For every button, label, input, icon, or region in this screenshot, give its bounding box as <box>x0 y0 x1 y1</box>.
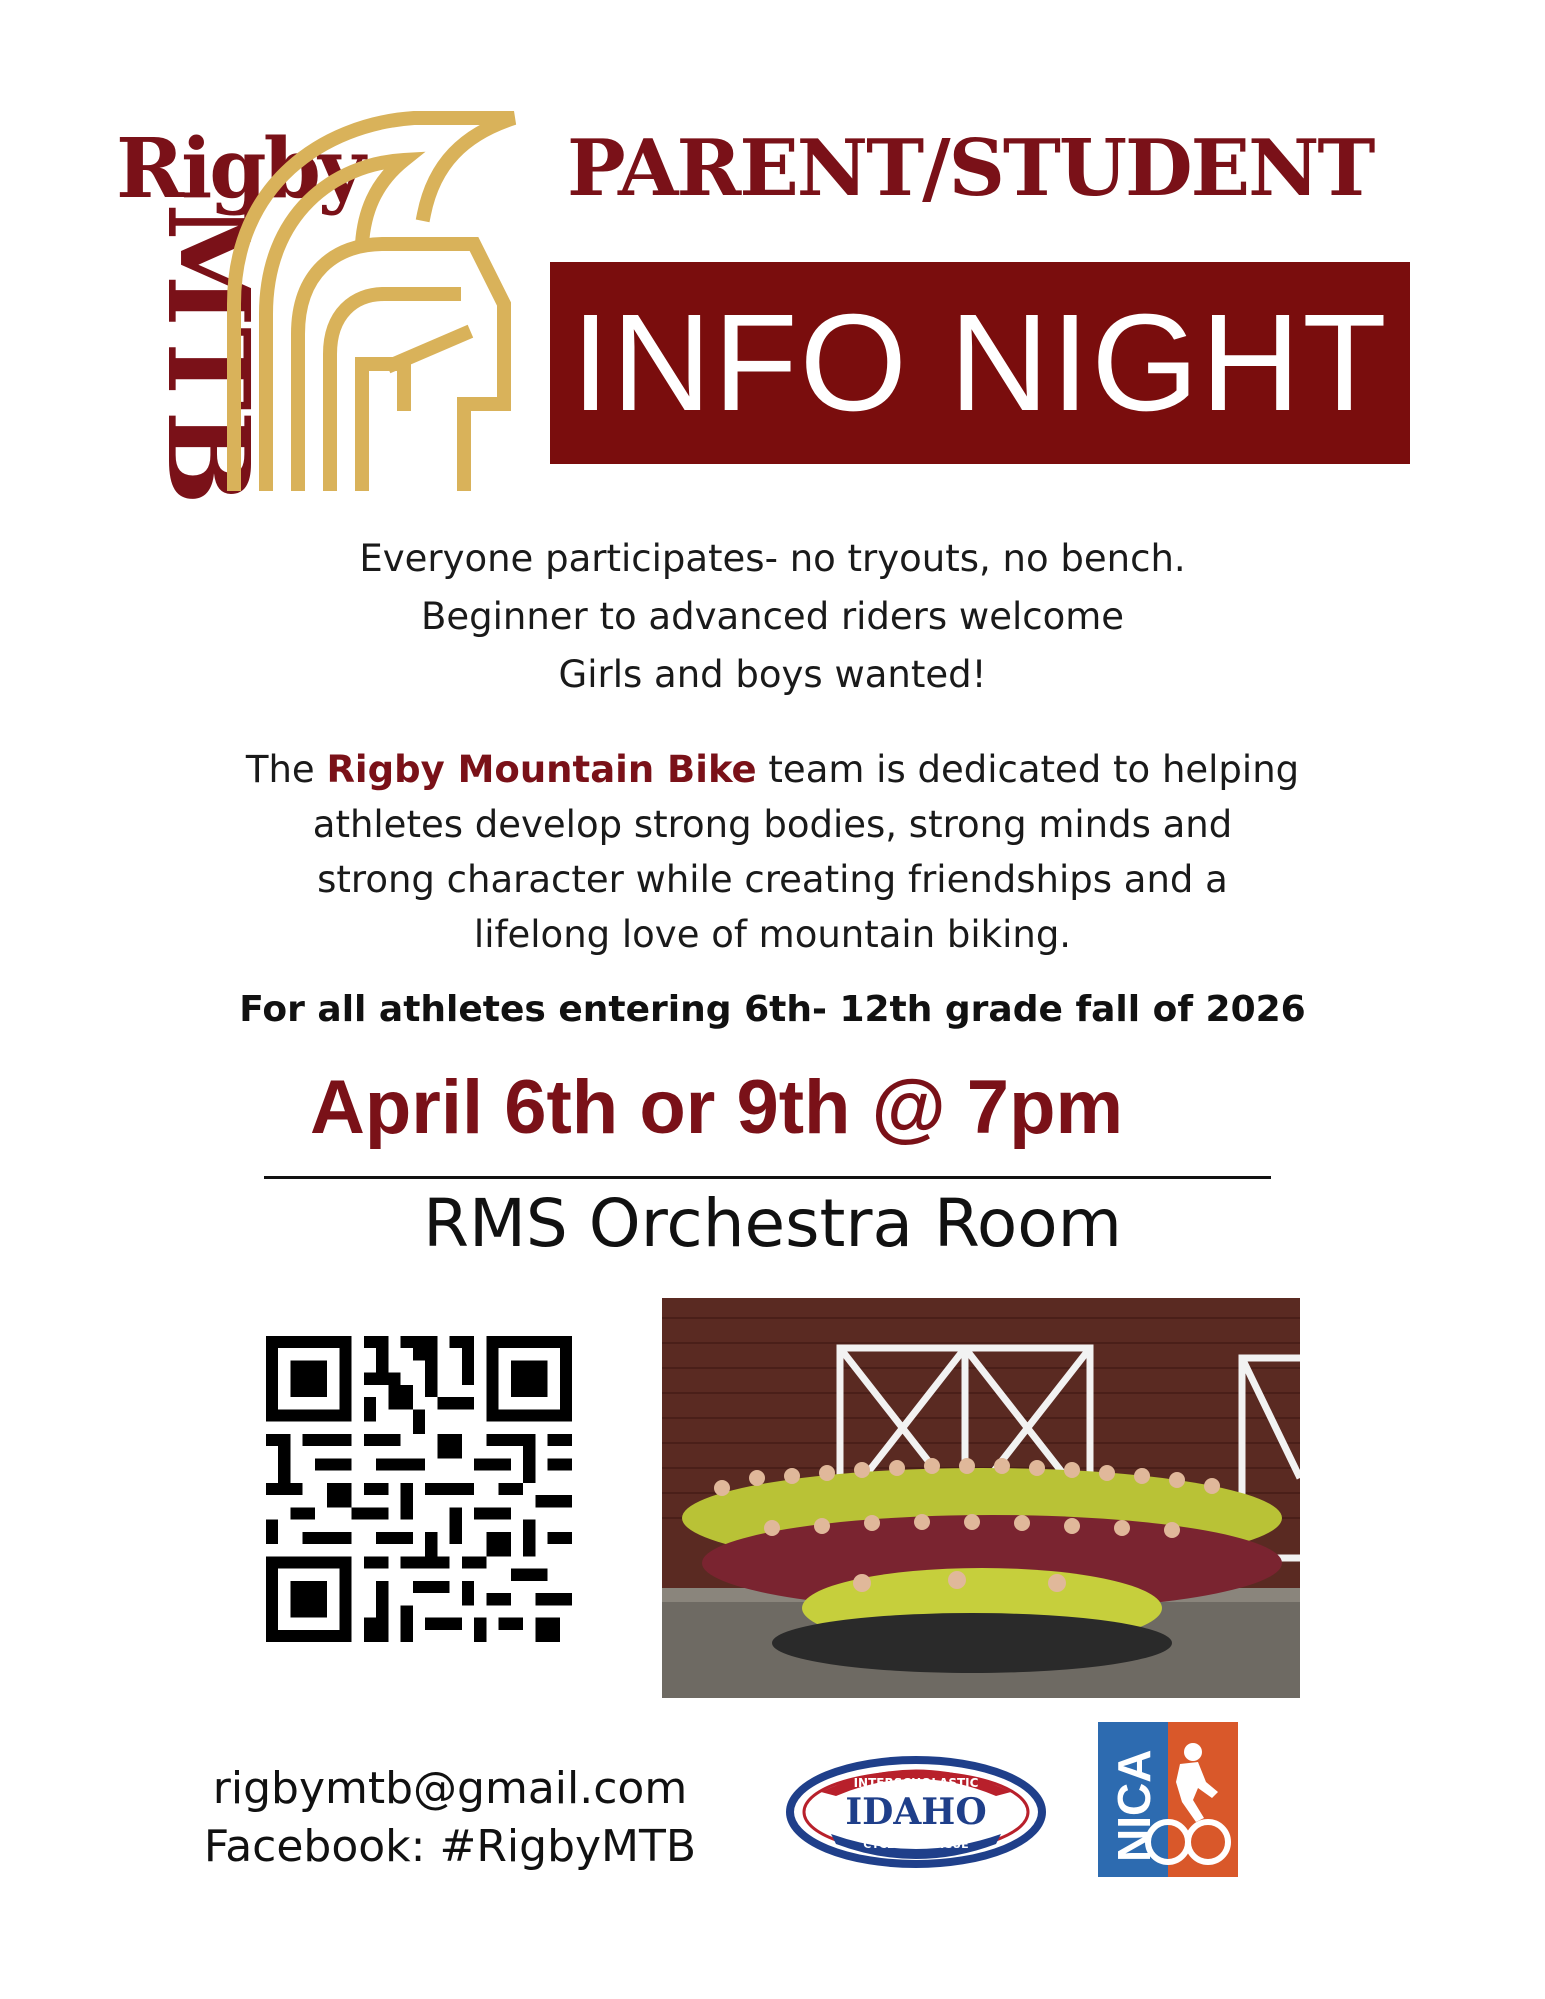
mission-rest: team is dedicated to helping <box>756 748 1300 791</box>
divider <box>264 1176 1271 1179</box>
intro-line: Girls and boys wanted! <box>558 653 987 696</box>
banner-text: INFO NIGHT <box>571 286 1389 440</box>
intro-line: Beginner to advanced riders welcome <box>420 595 1125 638</box>
qr-code-icon[interactable] <box>266 1336 572 1642</box>
event-datetime: April 6th or 9th @ 7pm <box>310 1065 1124 1150</box>
mission-line: strong character while creating friendships and a <box>317 858 1228 901</box>
info-night-banner <box>550 262 1410 464</box>
team-photo-image <box>662 1298 1300 1698</box>
idaho-badge-bottom: CYCLING LEAGUE <box>863 1838 969 1851</box>
facebook-handle[interactable]: Facebook: #RigbyMTB <box>203 1821 697 1872</box>
idaho-badge-main: IDAHO <box>845 1791 987 1833</box>
intro-line: Everyone participates- no tryouts, no bench. <box>359 537 1186 580</box>
eligibility-text: For all athletes entering 6th- 12th grade fall of 2026 <box>239 989 1306 1030</box>
idaho-cycling-league-logo <box>786 1752 1046 1872</box>
mission-prefix: The <box>245 748 327 791</box>
nica-logo <box>1098 1722 1238 1877</box>
nica-text: NICA <box>1108 1749 1160 1862</box>
contact-info <box>200 1760 700 1876</box>
mission-line: athletes develop strong bodies, strong minds and <box>312 803 1233 846</box>
intro-text <box>0 530 1545 704</box>
logo-rigby-text: Rigby <box>116 121 363 217</box>
mission-line: lifelong love of mountain biking. <box>473 913 1072 956</box>
event-location: RMS Orchestra Room <box>423 1185 1122 1262</box>
mission-text <box>0 742 1545 962</box>
email-link[interactable]: rigbymtb@gmail.com <box>212 1763 688 1814</box>
mission-line <box>0 742 1545 797</box>
headline: PARENT/STUDENT <box>567 123 1374 214</box>
spartan-helmet-icon <box>214 104 524 494</box>
logo-mtb-text: MTB <box>142 203 273 505</box>
team-name-highlight: Rigby Mountain Bike <box>326 748 757 791</box>
idaho-badge-top: INTERSCHOLASTIC <box>853 1776 979 1790</box>
